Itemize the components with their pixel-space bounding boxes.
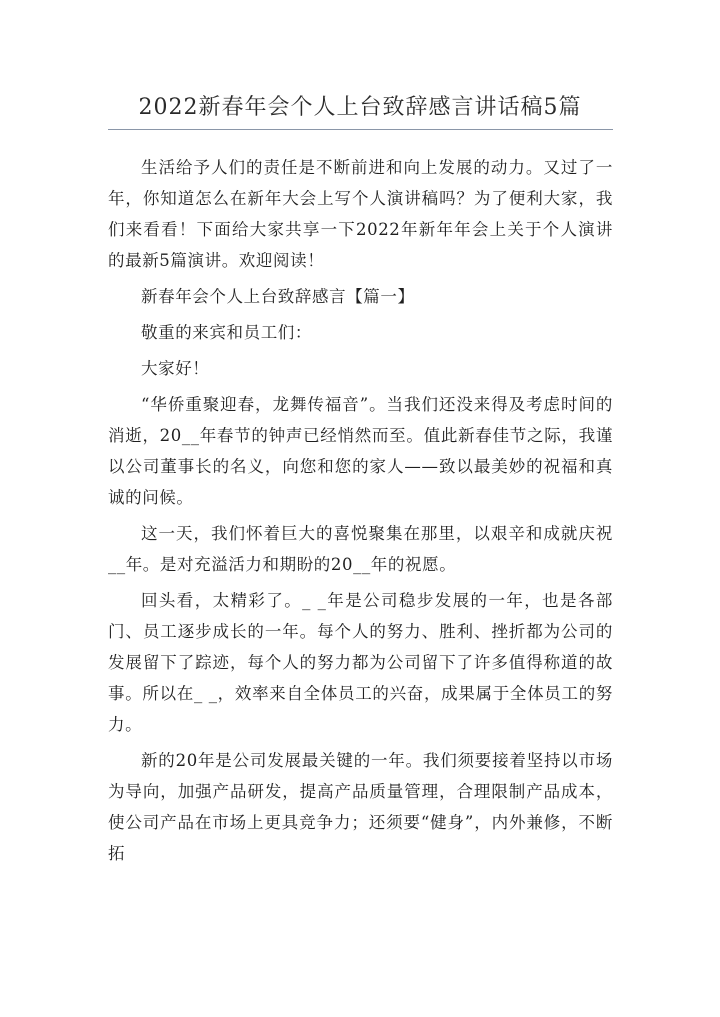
- body-paragraph: 这一天，我们怀着巨大的喜悦聚集在那里，以艰辛和成就庆祝__年。是对充溢活力和期盼的20__年的祝愿。: [108, 524, 613, 574]
- body-paragraph: 新的20年是公司发展最关键的一年。我们须要接着坚持以市场为导向，加强产品研发，提高产品质量管理，合理限制产品成本，使公司产品在市场上更具竞争力；还须要“健身”，内外兼修，不断拓: [108, 751, 613, 863]
- section-heading: 新春年会个人上台致辞感言【篇一】: [141, 287, 415, 306]
- greeting: 大家好！: [141, 359, 210, 378]
- body-paragraph: “华侨重聚迎春，龙舞传福音”。当我们还没来得及考虑时间的消逝，20__年春节的钟声已经悄然而至。值此新春佳节之际，我谨以公司董事长的名义，向您和您的家人——致以最美妙的祝福和真诚的问候。: [108, 395, 613, 507]
- body-paragraph: 回头看，太精彩了。_ _年是公司稳步发展的一年，也是各部门、员工逐步成长的一年。每个人的努力、胜利、挫折都为公司的发展留下了踪迹，每个人的努力都为公司留下了许多值得称道的故事。所以在_ _，效率来自全体员工的兴奋，成果属于全体员工的努力。: [108, 591, 613, 734]
- intro-paragraph: 生活给予人们的责任是不断前进和向上发展的动力。又过了一年，你知道怎么在新年大会上写个人演讲稿吗？为了便利大家，我们来看看！下面给大家共享一下2022年新年年会上关于个人演讲的最新5篇演讲。欢迎阅读！: [108, 158, 613, 270]
- document-title: 2022新春年会个人上台致辞感言讲话稿5篇: [138, 95, 582, 120]
- salutation: 敬重的来宾和员工们：: [141, 323, 312, 342]
- document-body: [108, 152, 613, 874]
- title-divider: [108, 129, 613, 130]
